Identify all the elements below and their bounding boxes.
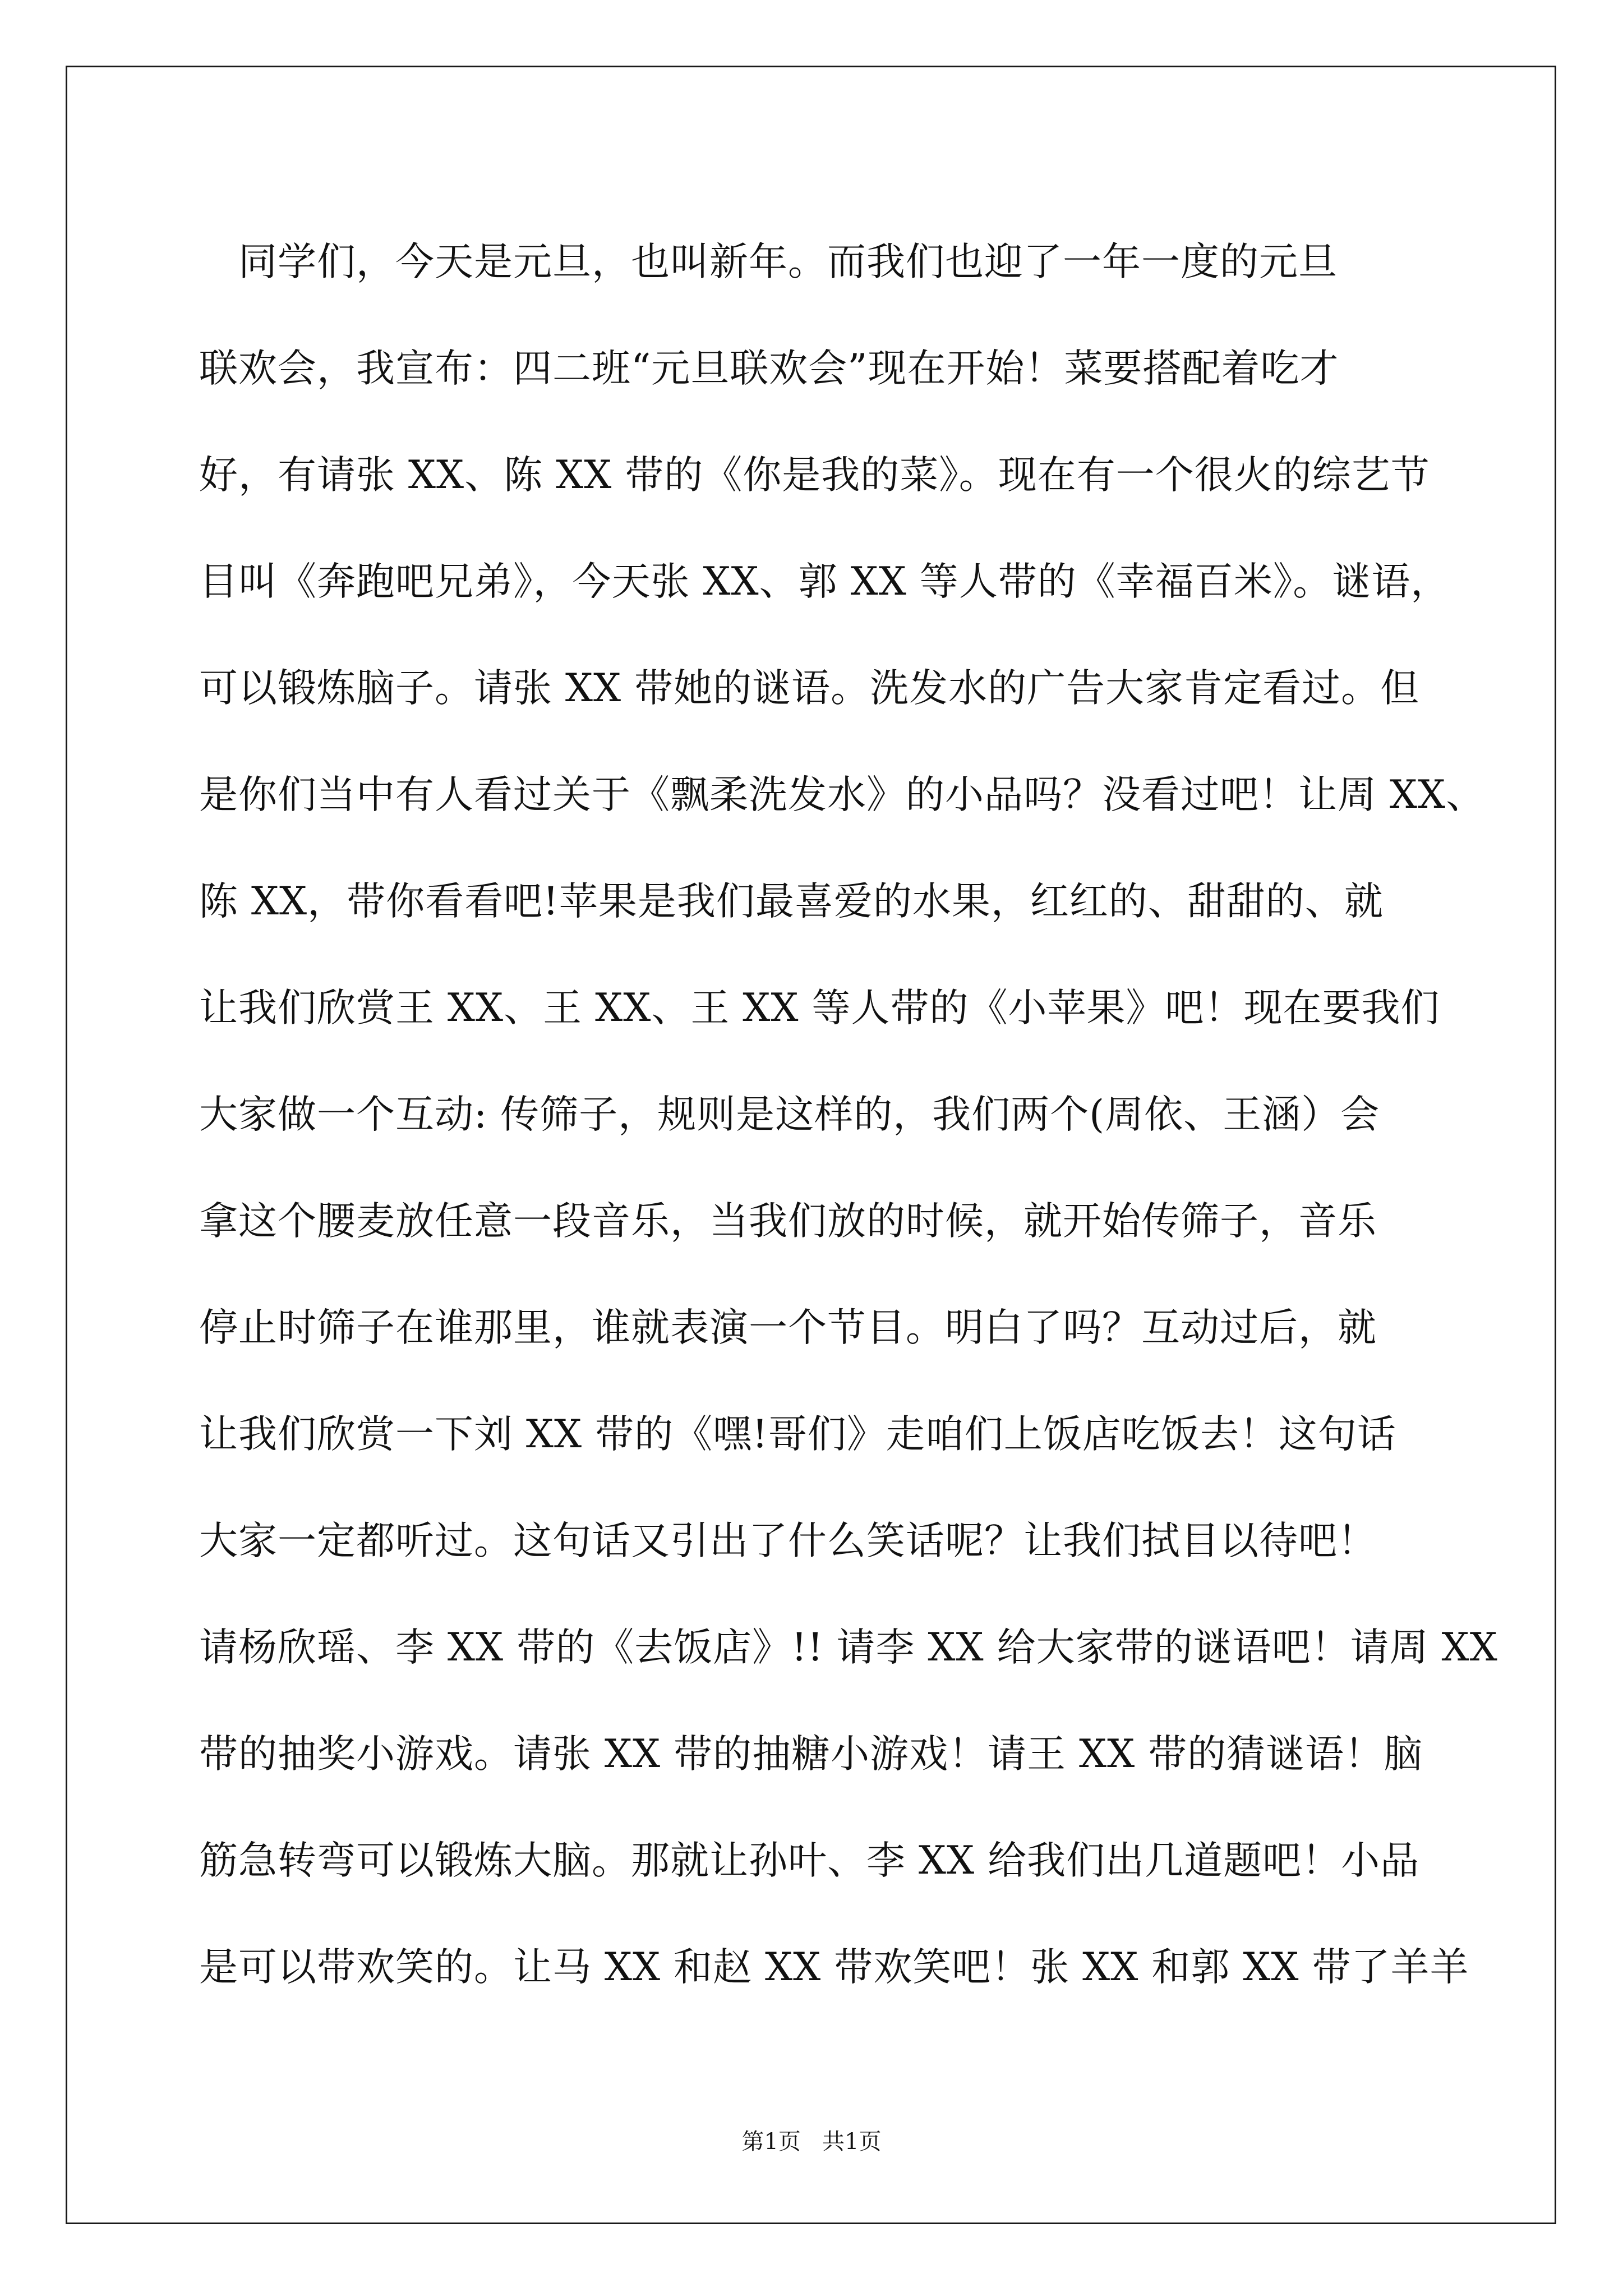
text-line: 停止时筛子在谁那里，谁就表演一个节目。明白了吗？互动过后，就	[199, 1305, 1377, 1350]
text-line: 大家做一个互动: 传筛子，规则是这样的，我们两个(周依、王涵）会	[199, 1092, 1380, 1137]
body-text	[199, 209, 1498, 2021]
text-line: 联欢会，我宣布：四二班“元旦联欢会”现在开始！菜要搭配着吃才	[199, 346, 1339, 391]
text-line: 拿这个腰麦放任意一段音乐，当我们放的时候，就开始传筛子，音乐	[199, 1199, 1377, 1244]
text-line: 好，有请张 XX、陈 XX 带的《你是我的菜》。现在有一个很火的综艺节	[199, 453, 1430, 498]
text-line: 可以锻炼脑子。请张 XX 带她的谜语。洗发水的广告大家肯定看过。但	[199, 666, 1420, 711]
text-line: 让我们欣赏一下刘 XX 带的《嘿!哥们》走咱们上饭店吃饭去！这句话	[199, 1412, 1396, 1457]
text-line: 陈 XX，带你看看吧!苹果是我们最喜爱的水果，红红的、甜甜的、就	[199, 879, 1384, 924]
text-line: 大家一定都听过。这句话又引出了什么笑话呢？让我们拭目以待吧！	[199, 1519, 1377, 1563]
text-line: 带的抽奖小游戏。请张 XX 带的抽糖小游戏！请王 XX 带的猜谜语！脑	[199, 1732, 1423, 1777]
text-line: 让我们欣赏王 XX、王 XX、王 XX 等人带的《小苹果》吧！现在要我们	[199, 986, 1440, 1030]
text-line: 同学们，今天是元旦，也叫新年。而我们也迎了一年一度的元旦	[238, 240, 1338, 284]
text-line: 目叫《奔跑吧兄弟》，今天张 XX、郭 XX 等人带的《幸福百米》。谜语，	[199, 559, 1450, 604]
page-footer: 第1页 共1页	[741, 2129, 882, 2155]
text-line: 是你们当中有人看过关于《飘柔洗发水》的小品吗？没看过吧！让周 XX、	[199, 772, 1486, 817]
text-line: 请杨欣瑶、李 XX 带的《去饭店》!! 请李 XX 给大家带的谜语吧！请周 XX	[199, 1625, 1498, 1670]
text-line: 是可以带欢笑的。让马 XX 和赵 XX 带欢笑吧！张 XX 和郭 XX 带了羊羊	[199, 1945, 1469, 1990]
text-line: 筋急转弯可以锻炼大脑。那就让孙叶、李 XX 给我们出几道题吧！小品	[199, 1838, 1420, 1883]
